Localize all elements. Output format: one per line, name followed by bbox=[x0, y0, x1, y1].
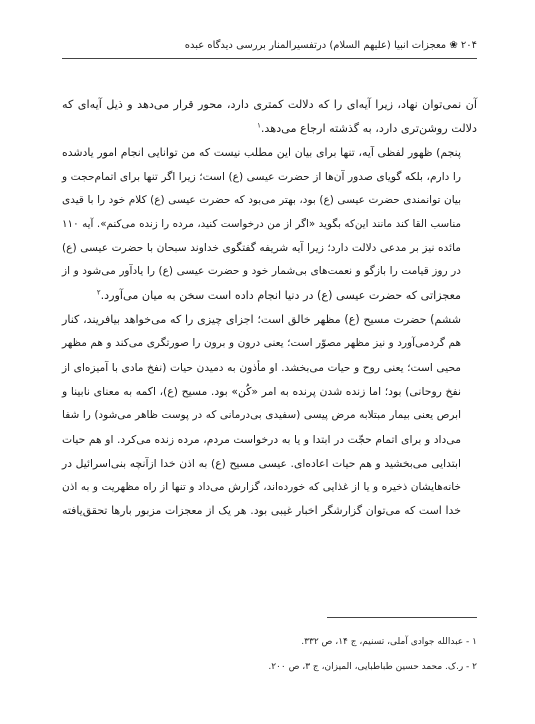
footnote-ref-1[interactable]: ۱ bbox=[257, 121, 261, 130]
text-line: ابرص یعنی بیمار مبتلابه مرض پیسی (سفیدی بی‌درمانی که در پوست ظاهر می‌شود) را شفا bbox=[62, 408, 461, 421]
text-line: بیان توانمندی حضرت عیسی (ع) بود، بهتر می‌بود که حضرت عیسی (ع) کلام خود را با قیدی bbox=[62, 193, 461, 206]
text-line: خدا است که می‌توان گزارشگر اخبار غیبی بود. هر یک از معجزات مزبور بارها تحقق‌یافته bbox=[62, 504, 461, 518]
body-text bbox=[62, 93, 477, 523]
paragraph-3 bbox=[62, 308, 477, 523]
text-line: نفخ روحانی) بود؛ اما زنده شدن پرنده به امر «کُن» بود. مسیح (ع)، اکمه به معنای نابینا و bbox=[62, 384, 461, 398]
footnote-2: ۲ - ر.ک. محمد حسین طباطبایی، المیزان، ج ۳، ص ۲۰۰. bbox=[268, 662, 477, 672]
text-line: می‌داد و برای اتمام حجّت در ابتدا و یا به درخواست مردم، مرده زنده می‌کرد. او هم حیات bbox=[62, 432, 461, 446]
footnote-ref-2[interactable]: ۲ bbox=[96, 288, 101, 297]
footnotes bbox=[62, 630, 477, 680]
text-line: مائده نیز بر مدعی دلالت دارد؛ زیرا آیه شریفه گفتگوی خداوند سبحان با حضرت عیسی (ع) bbox=[62, 241, 461, 255]
text-line: معجزاتی که حضرت عیسی (ع) در دنیا انجام داده است سخن به میان می‌آورد.$^۲$ bbox=[96, 288, 461, 303]
running-header: ۲۰۴ ❀ معجزات انبیا (علیهم السلام) درتفسیرالمنار بررسی دیدگاه عبده bbox=[62, 40, 477, 59]
footnote-1: ۱ - عبدالله جوادی آملی، تسنیم، ج ۱۴، ص ۳۳۲. bbox=[301, 637, 477, 647]
paragraph-2 bbox=[62, 141, 477, 308]
text-line: را دارم، بلکه گویای صدور آن‌ها از حضرت عیسی (ع) است؛ زیرا اگر تنها برای اتمام‌حجت و bbox=[62, 169, 461, 183]
text-line: دلالت روشن‌تری دارد، به گذشته ارجاع می‌دهد.$^۱$ bbox=[257, 121, 477, 135]
paragraph-1 bbox=[62, 93, 477, 141]
text-line: هم گردمی‌آورد و نیز مظهر مصوّر است؛ یعنی درون و برون را صورتگری می‌کند و هم مظهر bbox=[62, 337, 461, 350]
footnote-divider bbox=[327, 617, 477, 618]
text-line: آن نمی‌توان نهاد، زیرا آیه‌ای را که دلالت کمتری دارد، محور قرار می‌دهد و ذیل آیه‌ای که bbox=[62, 98, 477, 111]
text-line: ابتدایی می‌بخشید و هم حیات اعاده‌ای. عیسی مسیح (ع) به اذن خدا ازآنچه بنی‌اسرائیل در bbox=[62, 456, 461, 470]
text-line: خانه‌هایشان ذخیره و یا از غذایی که خورده‌اند، گزارش می‌داد و تنها از راه مظهریت و به اذن bbox=[62, 480, 461, 493]
text-line: ششم) حضرت مسیح (ع) مظهر خالق است؛ اجزای چیزی را که می‌خواهد بیافریند، کنار bbox=[62, 313, 461, 327]
text-line: مناسب القا کند مانند این‌که بگوید «اگر از من درخواست کنید، مرده را زنده می‌کنم». آیه ۱۱۰ bbox=[62, 217, 461, 230]
text-line: پنجم) ظهور لفظی آیه، تنها برای بیان این مطلب نیست که من توانایی انجام امور یادشده bbox=[62, 145, 461, 159]
text-line: محیی است؛ یعنی روح و حیات می‌بخشد. او مأذون به دمیدن حیات (نفخ مادی با آمیزه‌ای از bbox=[62, 360, 461, 374]
text-line: در روز قیامت را بازگو و نعمت‌های بی‌شمار خود و حضرت عیسی (ع) را یادآور می‌شود و از bbox=[62, 265, 461, 278]
